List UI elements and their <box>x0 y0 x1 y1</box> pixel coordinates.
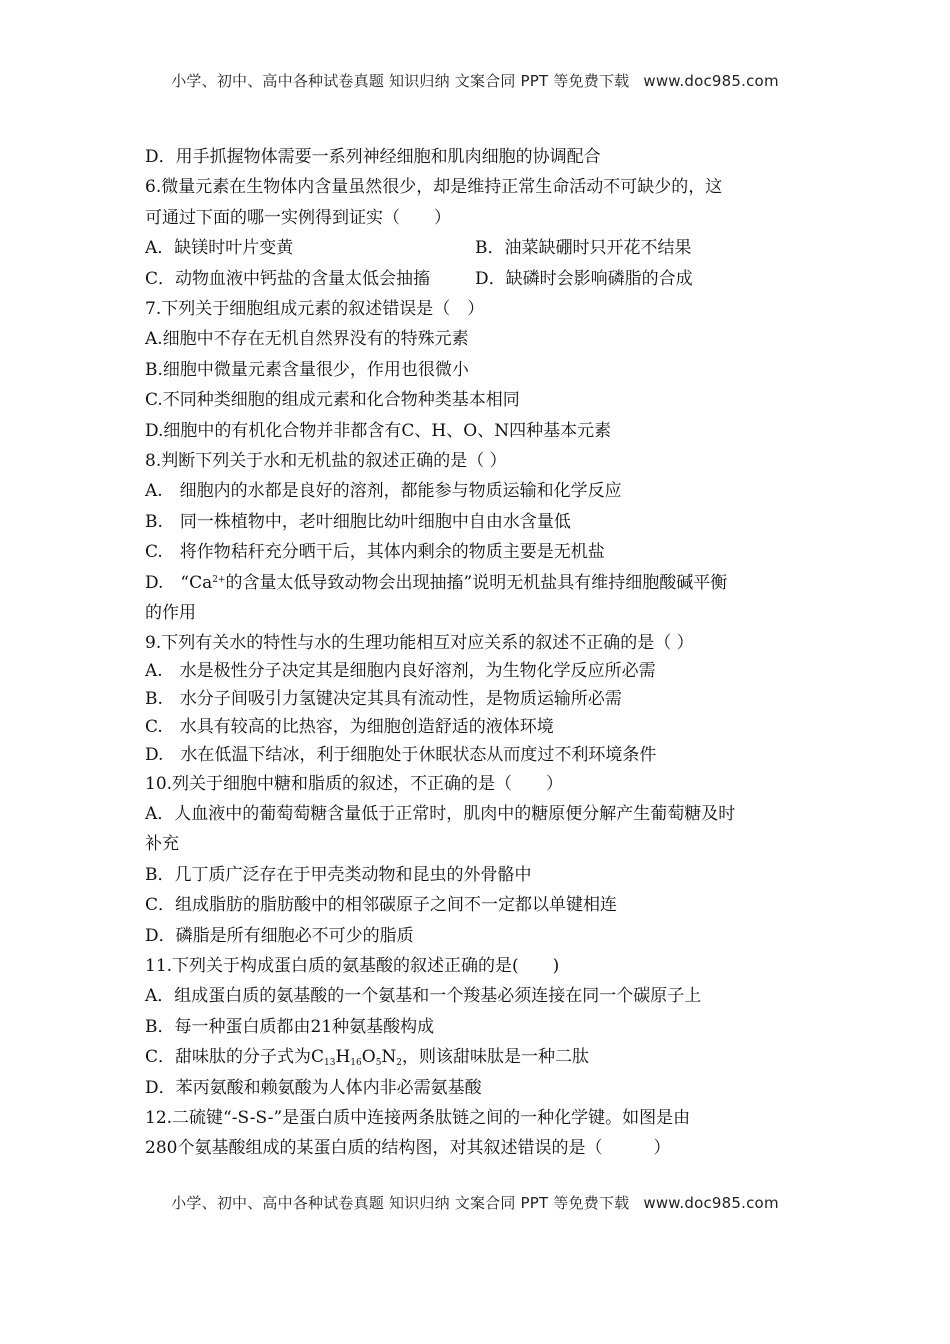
option-11c <box>145 1042 825 1072</box>
option-9b: B. 水分子间吸引力氢键决定其具有流动性，是物质运输所必需 <box>145 688 622 709</box>
option-6c: C．动物血液中钙盐的含量太低会抽搐 <box>145 268 431 289</box>
subscript-o: 5 <box>375 1058 382 1069</box>
footer-text: 小学、初中、高中各种试卷真题 知识归纳 文案合同 PPT 等免费下载 <box>171 1194 630 1212</box>
option-7d: D.细胞中的有机化合物并非都含有C、H、O、N四种基本元素 <box>145 420 612 441</box>
option-9c: C. 水具有较高的比热容，为细胞创造舒适的液体环境 <box>145 716 554 737</box>
header-url[interactable]: www.doc985.com <box>643 72 779 90</box>
option-10a: A．人血液中的葡萄萄糖含量低于正常时，肌肉中的糖原便分解产生葡萄糖及时 <box>145 803 736 824</box>
option-8a: A. 细胞内的水都是良好的溶剂，都能参与物质运输和化学反应 <box>145 481 622 502</box>
question-9-stem: 9.下列有关水的特性与水的生理功能相互对应关系的叙述不正确的是（ ） <box>145 632 694 653</box>
option-10b: B．几丁质广泛存在于甲壳类动物和昆虫的外骨骼中 <box>145 864 532 885</box>
option-6a: A．缺镁时叶片变黄 <box>145 238 294 259</box>
option-7c: C.不同种类细胞的组成元素和化合物种类基本相同 <box>145 390 520 411</box>
option-11a: A．组成蛋白质的氨基酸的一个氨基和一个羧基必须连接在同一个碳原子上 <box>145 986 702 1007</box>
option-8d <box>145 568 825 598</box>
option-10c: C．组成脂肪的脂肪酸中的相邻碳原子之间不一定都以单键相连 <box>145 895 618 916</box>
option-11d: D．苯丙氨酸和赖氨酸为人体内非必需氨基酸 <box>145 1077 482 1098</box>
option-7a: A.细胞中不存在无机自然界没有的特殊元素 <box>145 329 469 350</box>
option-10d: D．磷脂是所有细胞必不可少的脂质 <box>145 925 414 946</box>
option-8c: C. 将作物秸秆充分晒干后，其体内剩余的物质主要是无机盐 <box>145 542 605 563</box>
option-8d-post: 的含量太低导致动物会出现抽搐”说明无机盐具有维持细胞酸碱平衡 <box>225 572 728 593</box>
option-9d: D. 水在低温下结冰，利于细胞处于休眠状态从而度过不利环境条件 <box>145 744 657 765</box>
page-footer <box>0 1192 950 1213</box>
header-text: 小学、初中、高中各种试卷真题 知识归纳 文案合同 PPT 等免费下载 <box>171 72 630 90</box>
subscript-h: 16 <box>350 1058 362 1069</box>
option-8d-cont: 的作用 <box>145 603 196 624</box>
question-12-stem-cont: 280个氨基酸组成的某蛋白质的结构图，对其叙述错误的是（ ） <box>145 1138 671 1159</box>
question-7-stem: 7.下列关于细胞组成元素的叙述错误是（ ） <box>145 299 485 320</box>
option-6b: B．油菜缺硼时只开花不结果 <box>475 238 692 259</box>
question-11-stem: 11.下列关于构成蛋白质的氨基酸的叙述正确的是( ) <box>145 955 560 976</box>
option-9a: A. 水是极性分子决定其是细胞内良好溶剂，为生物化学反应所必需 <box>145 660 656 681</box>
subscript-c: 13 <box>324 1058 336 1069</box>
option-11c-tail: ，则该甜味肽是一种二肽 <box>402 1047 590 1068</box>
exam-content <box>145 142 825 1164</box>
question-12-stem: 12.二硫键“-S-S-”是蛋白质中连接两条肽链之间的一种化学键。如图是由 <box>145 1107 691 1128</box>
option-8d-pre: D. “Ca <box>145 572 213 593</box>
question-6-options-cd <box>145 264 825 294</box>
question-8-stem: 8.判断下列关于水和无机盐的叙述正确的是（ ） <box>145 451 507 472</box>
question-6-stem: 6.微量元素在生物体内含量虽然很少，却是维持正常生命活动不可缺少的，这 <box>145 177 723 198</box>
option-11c-text: C．甜味肽的分子式为C <box>145 1047 325 1068</box>
formula-h: H <box>335 1047 351 1068</box>
question-10-stem: 10.列关于细胞中糖和脂质的叙述，不正确的是（ ） <box>145 773 564 794</box>
option-6d: D．缺磷时会影响磷脂的合成 <box>475 268 693 289</box>
question-6-stem-cont: 可通过下面的哪一实例得到证实（ ） <box>145 207 451 228</box>
option-5d: D．用手抓握物体需要一系列神经细胞和肌肉细胞的协调配合 <box>145 147 601 167</box>
subscript-n: 2 <box>396 1058 403 1069</box>
option-10a-cont: 补充 <box>145 834 179 855</box>
question-6-options-ab <box>145 233 825 263</box>
ca-charge-superscript: 2+ <box>212 574 226 585</box>
formula-n: N <box>381 1047 397 1068</box>
option-7b: B.细胞中微量元素含量很少，作用也很微小 <box>145 359 469 380</box>
page-header <box>0 70 950 91</box>
formula-o: O <box>361 1047 376 1068</box>
option-11b: B．每一种蛋白质都由21种氨基酸构成 <box>145 1016 435 1037</box>
option-8b: B. 同一株植物中，老叶细胞比幼叶细胞中自由水含量低 <box>145 511 571 532</box>
footer-url[interactable]: www.doc985.com <box>643 1194 779 1212</box>
